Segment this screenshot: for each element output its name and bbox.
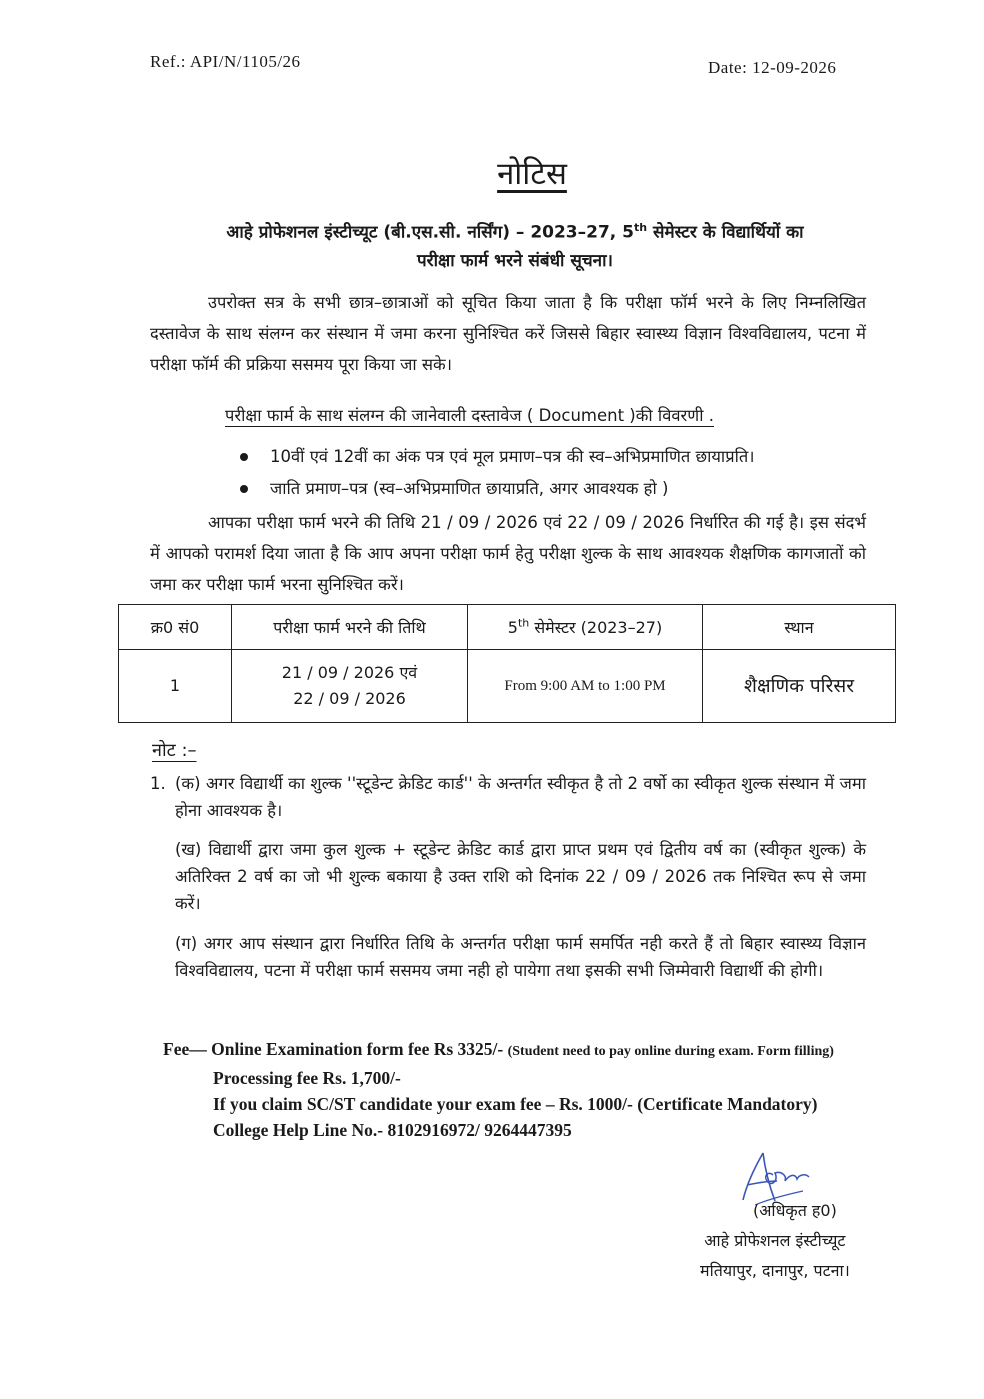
- bullet-icon: [240, 453, 248, 461]
- notice-subject: [150, 214, 880, 275]
- list-item: जाति प्रमाण–पत्र (स्व–अभिप्रमाणित छायाप्रति, अगर आवश्यक हो ): [240, 473, 755, 505]
- note-heading: नोट :–: [152, 740, 197, 761]
- table-row: [119, 650, 896, 723]
- fee-line-online: Fee— Online Examination form fee Rs 3325/- (Student need to pay online during exam. Form filling): [163, 1039, 834, 1059]
- header-date: परीक्षा फार्म भरने की तिथि: [232, 605, 468, 650]
- note-item-a: 1. (क) अगर विद्यार्थी का शुल्क ''स्टूडेन्ट क्रेडिट कार्ड'' के अन्तर्गत स्वीकृत है तो 2 वर्षो का स्वीकृत शुल्क संस्थान में जमा होना आवश्यक है।: [150, 770, 866, 824]
- institute-name: आहे प्रोफेशनल इंस्टीच्यूट: [704, 1231, 846, 1250]
- subject-line-2: परीक्षा फार्म भरने संबंधी सूचना।: [417, 250, 613, 271]
- header-sno: क्र0 सं0: [119, 605, 232, 650]
- fee-line-scst: If you claim SC/ST candidate your exam fee – Rs. 1000/- (Certificate Mandatory): [213, 1094, 818, 1114]
- documents-heading: परीक्षा फार्म के साथ संलग्न की जानेवाली दस्तावेज ( Document )की विवरणी .: [225, 406, 714, 425]
- notice-title: नोटिस: [497, 156, 567, 192]
- list-item: 10वीं एवं 12वीं का अंक पत्र एवं मूल प्रमाण–पत्र की स्व–अभिप्रमाणित छायाप्रति।: [240, 441, 755, 473]
- cell-time: From 9:00 AM to 1:00 PM: [468, 650, 703, 723]
- documents-list: [240, 441, 755, 505]
- subject-line-1: आहे प्रोफेशनल इंस्टीच्यूट (बी.एस.सी. नर्सिंग) – 2023–27, 5th सेमेस्टर के विद्यार्थियों का: [226, 221, 804, 243]
- note-item-c: (ग) अगर आप संस्थान द्वारा निर्धारित तिथि के अन्तर्गत परीक्षा फार्म समर्पित नही करते हैं तो बिहार स्वास्थ्य विज्ञान विश्वविद्यालय, पटना में परीक्षा फार्म ससमय जमा नही हो पायेगा तथा इसकी सभी जिम्मेवारी विद्यार्थी की होगी।: [175, 934, 866, 980]
- helpline: College Help Line No.- 8102916972/ 9264447395: [213, 1120, 572, 1140]
- intro-paragraph: उपरोक्त सत्र के सभी छात्र–छात्राओं को सूचित किया जाता है कि परीक्षा फॉर्म भरने के लिए निम्नलिखित दस्तावेज के साथ संलग्न कर संस्थान में जमा करना सुनिश्चित करें जिससे बिहार स्वास्थ्य विज्ञान विश्वविद्यालय, पटना में परीक्षा फॉर्म की प्रक्रिया ससमय पूरा किया जा सके।: [150, 293, 866, 374]
- table-header-row: [119, 605, 896, 650]
- note-item-b: (ख) विद्यार्थी द्वारा जमा कुल शुल्क + स्टूडेन्ट क्रेडिट कार्ड द्वारा प्राप्त प्रथम एवं द्वितीय वर्ष का (स्वीकृत शुल्क) के अतिरिक्त 2 वर्ष का जो भी शुल्क बकाया है उक्त राशि को दिनांक 22 / 09 / 2026 तक निश्चित रूप से जमा करें।: [175, 840, 866, 913]
- header-place: स्थान: [703, 605, 896, 650]
- cell-place: शैक्षणिक परिसर: [703, 650, 896, 723]
- date-paragraph: आपका परीक्षा फार्म भरने की तिथि 21 / 09 / 2026 एवं 22 / 09 / 2026 निर्धारित की गई है। इस संदर्भ में आपको परामर्श दिया जाता है कि आप अपना परीक्षा फार्म हेतु परीक्षा शुल्क के साथ आवश्यक शैक्षणिक कागजातों को जमा कर परीक्षा फार्म भरना सुनिश्चित करें।: [150, 513, 866, 594]
- institute-address: मतियापुर, दानापुर, पटना।: [700, 1261, 850, 1280]
- bullet-icon: [240, 485, 248, 493]
- note-number: 1.: [150, 774, 166, 793]
- cell-date: 21 / 09 / 2026 एवं 22 / 09 / 2026: [232, 650, 468, 723]
- header-semester: 5th सेमेस्टर (2023–27): [468, 605, 703, 650]
- fee-line-processing: Processing fee Rs. 1,700/-: [213, 1068, 401, 1088]
- reference-number: Ref.: API/N/1105/26: [150, 52, 301, 71]
- fee-details: [163, 1036, 834, 1143]
- cell-sno: 1: [119, 650, 232, 723]
- signatory-designation: (अधिकृत ह0): [752, 1201, 837, 1220]
- schedule-table: [118, 604, 896, 723]
- signatory-block: [700, 1196, 850, 1286]
- notice-date: Date: 12-09-2026: [708, 58, 837, 77]
